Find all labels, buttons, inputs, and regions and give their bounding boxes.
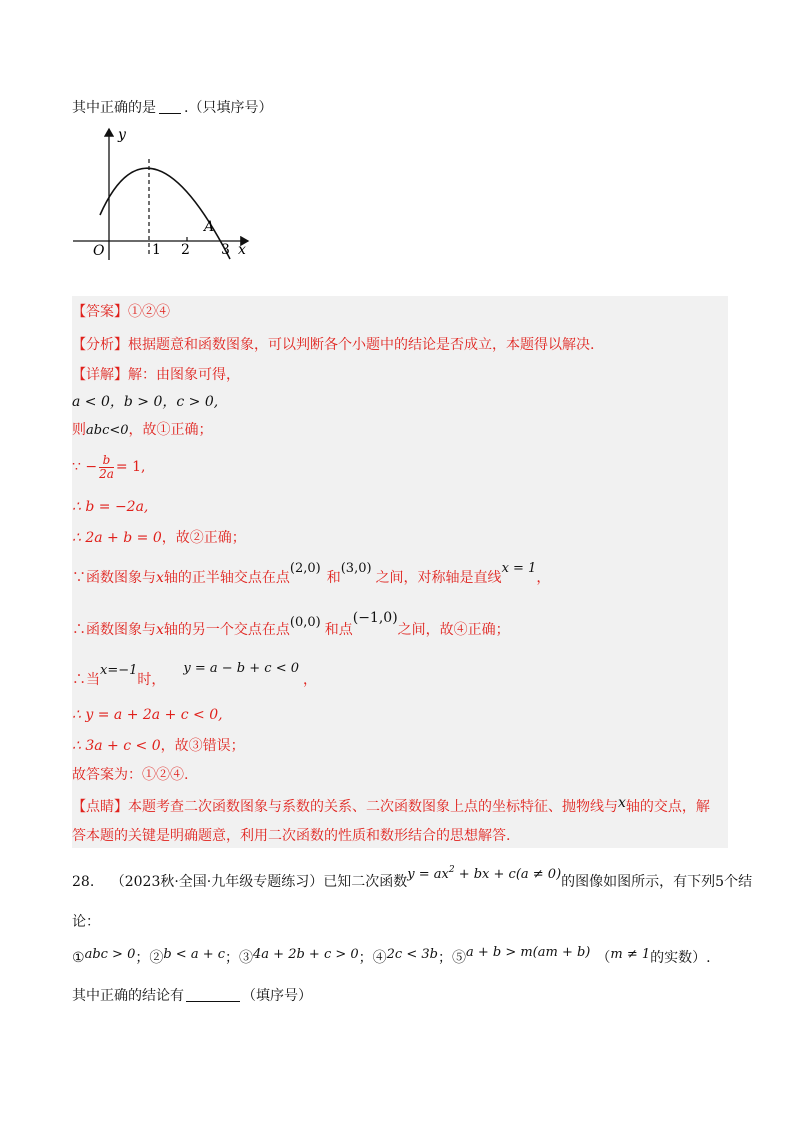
step7-a: ∴函数图象与 [72, 622, 156, 638]
because-minus: ∵ − [72, 459, 98, 475]
q28-func-y: y = ax [407, 867, 449, 882]
step-2a-b-math: ∴ 2a + b = 0 [72, 530, 162, 546]
step-abc-math: abc<0 [86, 423, 129, 438]
parabola-curve [100, 168, 230, 259]
step-3a-c-math: ∴ 3a + c < 0 [72, 738, 161, 754]
answer-line [72, 302, 170, 322]
key-point-line-1 [72, 797, 710, 817]
point-0-0: (0,0) [289, 615, 321, 630]
key-point-tag: 【点睛】 [72, 799, 128, 815]
q28-final-prefix: 其中正确的结论有 [72, 988, 184, 1004]
step-abc [72, 420, 213, 441]
step6-c: 和 [326, 570, 341, 586]
q28-func-sup: 2 [448, 865, 455, 875]
opt5-cond-open: （ [596, 950, 611, 966]
step7-b: 轴的另一个交点在点 [163, 622, 290, 638]
key-point-line-2 [72, 826, 510, 846]
q28-source: （2023秋·全国·九年级专题练习）已知二次函数 [110, 874, 408, 890]
point-a-label: A [204, 219, 215, 235]
tick-2-label: 2 [181, 242, 190, 258]
step8-a: ∴当 [72, 672, 100, 688]
step-intersection-other [72, 610, 510, 641]
step7-x: x [156, 622, 164, 638]
opt1-math: abc > 0 [84, 947, 136, 962]
step-y-sub [72, 705, 223, 725]
detail-tag: 【详解】 [72, 367, 128, 383]
opt5-math: a + b > m(am + b) [465, 945, 591, 960]
opt3-number: ；③ [225, 950, 254, 966]
detail-line [72, 365, 240, 385]
step7-d: 之间，故④正确； [397, 622, 510, 638]
step-abc-prefix: 则 [72, 422, 86, 438]
opt5-cond-math: m ≠ 1 [610, 947, 651, 962]
answer-tag: 【答案】 [72, 304, 128, 320]
step-b-eq-text: ∴ b = −2a, [72, 499, 149, 515]
point-3-0: (3,0) [340, 561, 372, 576]
step-y-sub-text: ∴ y = a + 2a + c < 0, [72, 707, 223, 723]
q28-text-cont: 论： [72, 914, 100, 930]
sign-conditions [72, 392, 218, 412]
step6-d: 之间，对称轴是直线 [375, 570, 502, 586]
question-line [72, 98, 272, 118]
q28-options [72, 945, 711, 969]
detail-text: 解：由图象可得， [128, 367, 240, 383]
y-axis-label: y [118, 127, 126, 143]
y-eq-a-b-c: y = a − b + c < 0 [183, 661, 299, 676]
q28-text-after: 的图像如图所示，有下列5个结 [561, 874, 753, 890]
opt2-number: ；② [135, 950, 164, 966]
equals-one: = 1, [115, 459, 146, 475]
question-prefix: 其中正确的是 [72, 100, 156, 116]
step-x-neg1 [72, 661, 317, 691]
fraction-denominator: 2a [99, 466, 114, 481]
x-eq-neg1: x=−1 [100, 663, 138, 678]
fraction-numerator: b [99, 454, 114, 468]
sign-conditions-text: a < 0，b > 0，c > 0, [72, 394, 219, 410]
q28-number: 28. [72, 874, 95, 890]
x-axis-label: x [238, 242, 246, 258]
step7-c: 和点 [324, 622, 353, 638]
analysis-text: 根据题意和函数图象，可以判断各个小题中的结论是否成立，本题得以解决. [128, 337, 595, 353]
step-b-eq [72, 497, 148, 517]
step-3a-c [72, 736, 245, 756]
step6-a: ∵函数图象与 [72, 570, 156, 586]
q28-final-line [72, 986, 312, 1006]
step-axis-formula [72, 452, 145, 482]
q28-function [407, 867, 561, 882]
point-2-0: (2,0) [289, 561, 321, 576]
step6-e: ， [536, 570, 551, 586]
opt5-cond-close: 的实数）. [650, 950, 711, 966]
answer-value: ①②④ [128, 304, 170, 320]
opt5-number: ；⑤ [437, 950, 466, 966]
q28-line-1 [72, 865, 753, 893]
step-2a-b-result: ，故②正确； [161, 530, 246, 546]
step6-b: 轴的正半轴交点在点 [163, 570, 290, 586]
point-neg1-0: (−1,0) [352, 610, 398, 626]
tick-3-label: 3 [221, 242, 230, 258]
parabola-graph [70, 125, 260, 265]
analysis-tag: 【分析】 [72, 337, 128, 353]
origin-label: O [93, 243, 105, 259]
step-3a-c-result: ，故③错误； [160, 738, 245, 754]
q28-answer-blank [186, 987, 240, 1002]
step6-x: x [156, 570, 164, 586]
opt1-number: ① [72, 950, 85, 966]
step-2a-b [72, 528, 246, 548]
line-x-eq-1: x = 1 [501, 561, 537, 576]
tick-1-label: 1 [152, 242, 161, 258]
step8-c: ， [303, 672, 317, 688]
key-point-text-b: 轴的交点，解 [625, 799, 710, 815]
q28-func-rest: + bx + c(a ≠ 0) [454, 867, 562, 882]
key-point-text-a: 本题考查二次函数图象与系数的关系、二次函数图象上点的坐标特征、抛物线与 [128, 799, 618, 815]
analysis-line [72, 335, 594, 355]
opt4-math: 2c < 3b [386, 947, 438, 962]
final-answer-line [72, 765, 188, 785]
fraction-b-2a [99, 454, 114, 481]
opt4-number: ；④ [358, 950, 387, 966]
step8-b: 时， [137, 672, 166, 688]
step-abc-result: ，故①正确； [128, 422, 213, 438]
question-suffix: .（只填序号） [184, 100, 273, 116]
q28-final-suffix: （填序号） [242, 988, 312, 1004]
opt3-math: 4a + 2b + c > 0 [253, 947, 359, 962]
answer-blank [159, 99, 181, 114]
step-intersection-positive [72, 561, 551, 589]
key-point-text-c: 答本题的关键是明确题意，利用二次函数的性质和数形结合的思想解答. [72, 828, 511, 844]
opt2-math: b < a + c [163, 947, 226, 962]
final-answer-text: 故答案为：①②④. [72, 767, 189, 783]
q28-line-2 [72, 912, 100, 932]
key-point-x: x [618, 795, 626, 811]
